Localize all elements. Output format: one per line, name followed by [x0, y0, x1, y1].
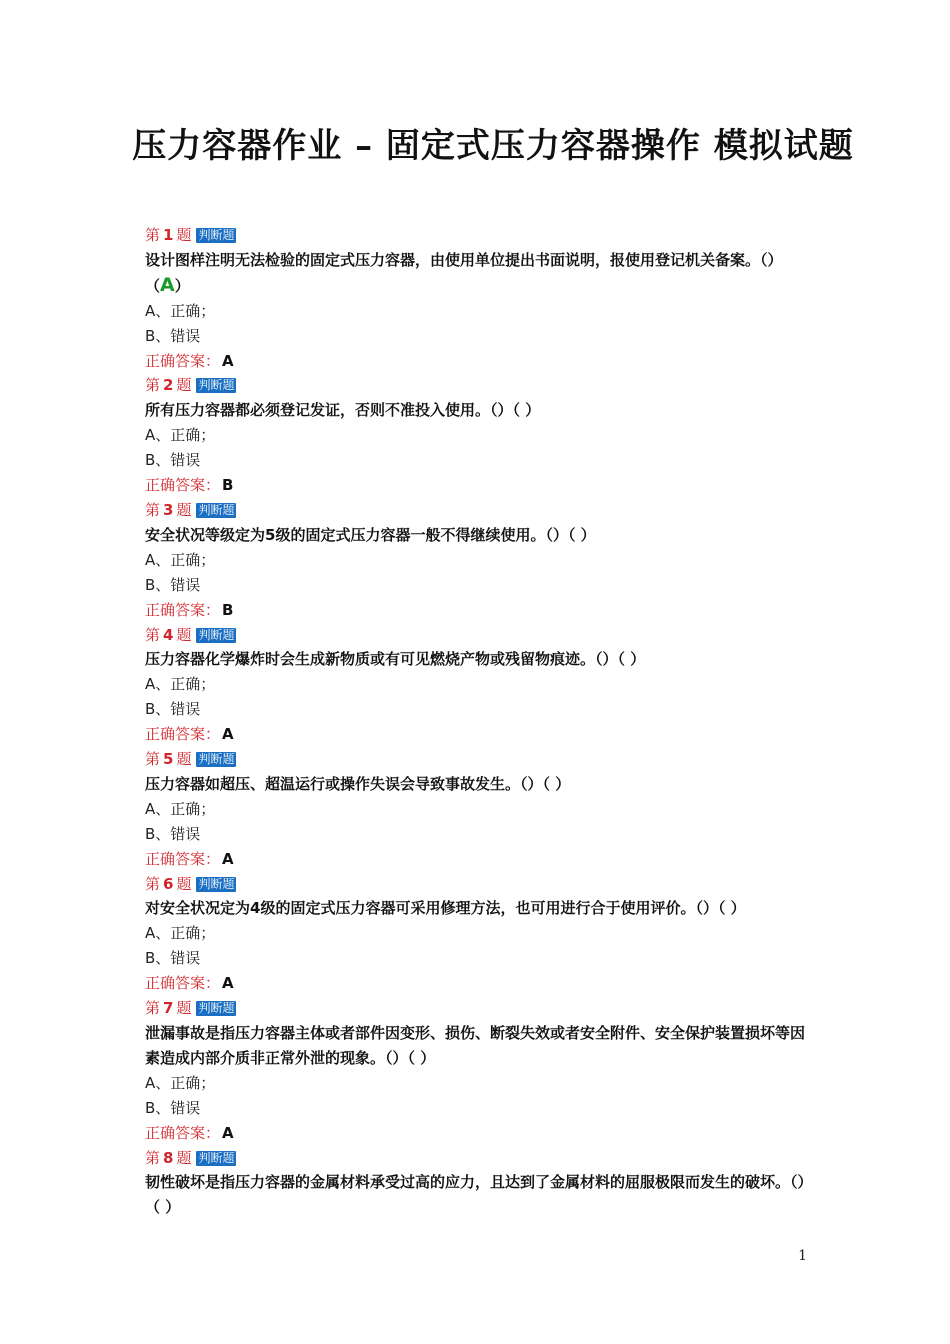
question-stem: [145, 398, 815, 423]
question-type-badge: 判断题: [198, 1150, 235, 1165]
question-stem: [145, 772, 815, 797]
question-stem: [145, 248, 815, 299]
question-prefix: 第: [145, 999, 161, 1018]
correct-answer: [145, 847, 815, 872]
correct-answer-label: 正确答案：: [145, 1123, 221, 1142]
correct-answer-label: 正确答案：: [145, 974, 221, 993]
question-type-badge: 判断题: [198, 1001, 235, 1016]
answer-option: A、正确；: [145, 1073, 216, 1092]
question-stem-end: ）: [174, 276, 190, 295]
answer-option: B、错误: [145, 824, 201, 843]
correct-answer-value: A: [222, 849, 234, 868]
answer-option: B、错误: [145, 575, 201, 594]
question-block: [145, 747, 815, 872]
correct-answer-value: B: [222, 476, 234, 495]
question-number: 3: [163, 500, 174, 519]
answer-option: B、错误: [145, 451, 201, 470]
question-suffix: 题: [176, 750, 192, 769]
answer-option: A、正确；: [145, 426, 216, 445]
correct-answer-label: 正确答案：: [145, 351, 221, 370]
question-prefix: 第: [145, 874, 161, 893]
answer-option: A、正确；: [145, 301, 216, 320]
page-number: 1: [798, 1248, 807, 1264]
correct-answer: [145, 349, 815, 374]
question-type-badge: 判断题: [198, 228, 235, 242]
question-number: 1: [163, 226, 174, 244]
answer-option: B、错误: [145, 326, 201, 345]
answer-option: A、正确；: [145, 675, 216, 694]
question-stem-text: 泄漏事故是指压力容器主体或者部件因变形、损伤、断裂失效或者安全附件、安全保护装置损坏等因素造成内部介质非正常外泄的现象。（）（ ）: [145, 1024, 806, 1067]
question-number: 8: [163, 1148, 174, 1167]
question-number: 7: [163, 999, 174, 1018]
question-stem: [145, 896, 815, 921]
question-block: [145, 872, 815, 997]
question-stem-text: 安全状况等级定为5级的固定式压力容器一般不得继续使用。（）（ ）: [145, 525, 596, 544]
question-header: [145, 223, 815, 248]
question-block: [145, 498, 815, 623]
question-type-badge: 判断题: [198, 876, 235, 891]
question-suffix: 题: [176, 999, 192, 1018]
correct-answer-value: A: [222, 974, 234, 993]
question-stem: [145, 1170, 815, 1220]
answer-option: B、错误: [145, 700, 201, 719]
question-block: [145, 373, 815, 498]
question-header: [145, 498, 815, 523]
question-suffix: 题: [176, 376, 192, 395]
question-stem-text: 对安全状况定为4级的固定式压力容器可采用修理方法，也可用进行合于使用评价。（）（ ）: [145, 899, 746, 918]
question-suffix: 题: [176, 226, 192, 244]
answer-option: B、错误: [145, 1098, 201, 1117]
question-stem: [145, 523, 815, 548]
page-title: 压力容器作业 – 固定式压力容器操作 模拟试题: [132, 126, 854, 166]
question-prefix: 第: [145, 376, 161, 395]
question-header: [145, 373, 815, 398]
question-stem-text: 设计图样注明无法检验的固定式压力容器，由使用单位提出书面说明，报使用登记机关备案。（）（: [145, 250, 783, 295]
correct-answer-label: 正确答案：: [145, 725, 221, 744]
question-prefix: 第: [145, 750, 161, 769]
question-prefix: 第: [145, 500, 161, 519]
question-type-badge: 判断题: [198, 502, 235, 517]
correct-answer-value: A: [222, 1123, 234, 1142]
question-type-badge: 判断题: [198, 378, 235, 393]
question-stem-text: 韧性破坏是指压力容器的金属材料承受过高的应力，且达到了金属材料的屈服极限而发生的破坏。（）（ ）: [145, 1173, 813, 1217]
question-suffix: 题: [176, 500, 192, 519]
question-suffix: 题: [176, 874, 192, 893]
question-suffix: 题: [176, 1148, 192, 1167]
question-suffix: 题: [176, 625, 192, 644]
question-number: 4: [163, 625, 174, 644]
question-type-badge: 判断题: [198, 752, 235, 767]
question-prefix: 第: [145, 226, 161, 244]
correct-answer-value: A: [222, 351, 234, 370]
question-stem: [145, 647, 815, 672]
question-header: [145, 996, 815, 1021]
correct-answer-value: A: [222, 725, 234, 744]
correct-answer-label: 正确答案：: [145, 600, 221, 619]
answer-option: A、正确；: [145, 799, 216, 818]
correct-answer: [145, 598, 815, 623]
question-stem: [145, 1021, 815, 1071]
answer-mark: A: [160, 273, 175, 296]
question-number: 2: [163, 376, 174, 395]
question-number: 5: [163, 750, 174, 769]
question-block: [145, 1146, 815, 1221]
question-type-badge: 判断题: [198, 627, 235, 642]
question-header: [145, 623, 815, 648]
correct-answer-label: 正确答案：: [145, 849, 221, 868]
correct-answer: [145, 971, 815, 996]
question-header: [145, 1146, 815, 1171]
answer-option: A、正确；: [145, 550, 216, 569]
question-stem-text: 压力容器化学爆炸时会生成新物质或有可见燃烧产物或残留物痕迹。（）（ ）: [145, 650, 646, 669]
question-number: 6: [163, 874, 174, 893]
answer-option: B、错误: [145, 949, 201, 968]
correct-answer-value: B: [222, 600, 234, 619]
question-block: [145, 223, 815, 373]
question-block: [145, 996, 815, 1145]
question-header: [145, 747, 815, 772]
answer-option: A、正确；: [145, 924, 216, 943]
question-list: [145, 223, 815, 1220]
question-prefix: 第: [145, 1148, 161, 1167]
correct-answer: [145, 722, 815, 747]
question-stem-text: 所有压力容器都必须登记发证，否则不准投入使用。（）（ ）: [145, 401, 541, 420]
correct-answer: [145, 473, 815, 498]
question-prefix: 第: [145, 625, 161, 644]
correct-answer: [145, 1121, 815, 1146]
question-block: [145, 623, 815, 748]
question-stem-text: 压力容器如超压、超温运行或操作失误会导致事故发生。（）（ ）: [145, 774, 571, 793]
question-header: [145, 872, 815, 897]
correct-answer-label: 正确答案：: [145, 476, 221, 495]
